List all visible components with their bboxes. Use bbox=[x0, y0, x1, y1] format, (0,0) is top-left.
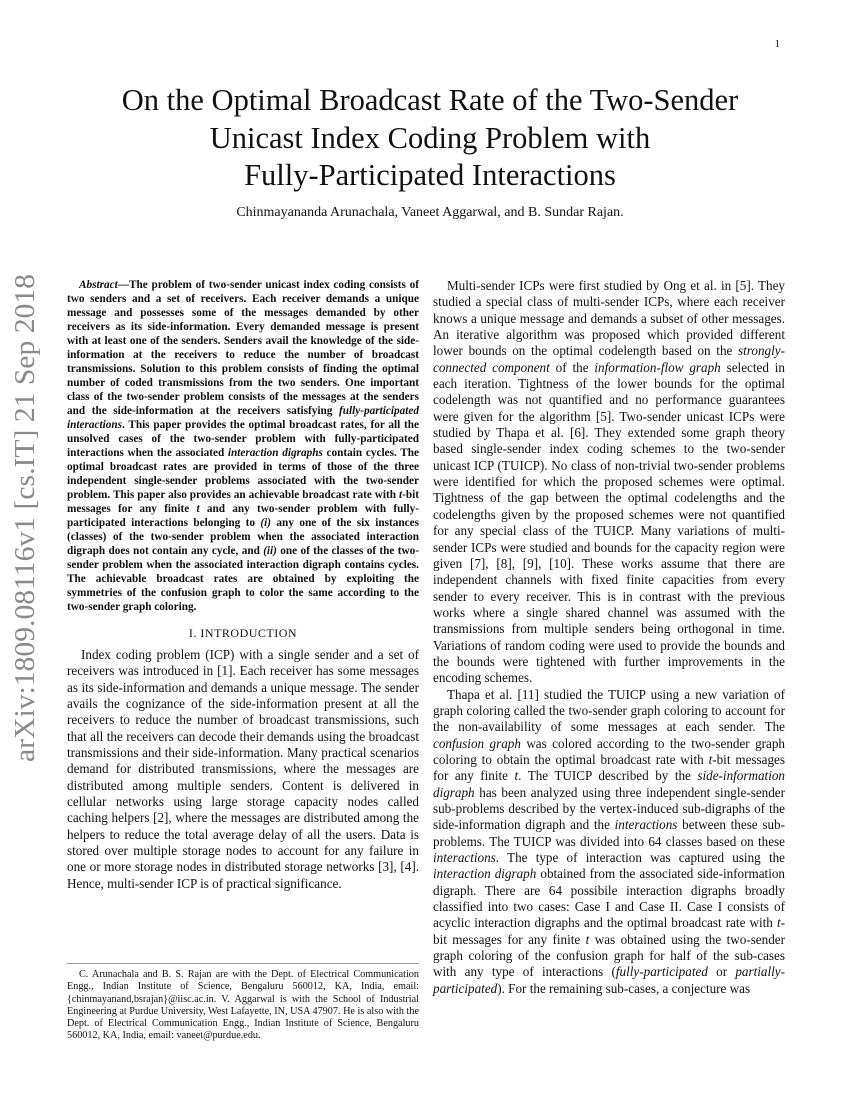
right-column bbox=[433, 278, 785, 997]
author-affiliation-footnote: C. Arunachala and B. S. Rajan are with the Dept. of Electrical Communication Engg., Indian Institute of Science, Bengaluru 560012, KA, India, email: {chinmayanand,bsrajan}@iisc.ac.in. V. Aggarwal is with the School of Industrial Engineering at Purdue University, West Lafayette, IN, USA 47907. He is also with the Dept. of Electrical Communication Engg., Indian Institute of Science, Bengaluru 560012, KA, India, email: vaneet@purdue.edu. bbox=[67, 963, 419, 1043]
abstract: Abstract—The problem of two-sender unicast index coding consists of two senders and a set of receivers. Each receiver demands a unique message and possesses some of the messages demanded by other receivers as its side-information. Every demanded message is present with at least one of the senders. Senders avail the knowledge of the side-information at the receivers to reduce the number of broadcast transmissions. Solution to this problem consists of finding the optimal number of coded transmissions from the two senders. One important class of the two-sender problem consists of the messages at the senders and the side-information at the receivers satisfying fully-participated interactions. This paper provides the optimal broadcast rates, for all the unsolved cases of the two-sender problem with fully-participated interactions when the associated interaction digraphs contain cycles. The optimal broadcast rates are provided in terms of those of the three independent single-sender problems associated with the two-sender problem. This paper also provides an achievable broadcast rate with t-bit messages for any finite t and any two-sender problem with fully-participated interactions belonging to (i) any one of the six instances (classes) of the two-sender problem when the associated interaction digraph does not contain any cycle, and (ii) one of the classes of the two-sender problem when the associated interaction digraph contains cycles. The achievable broadcast rates are obtained by exploiting the symmetries of the confusion graph to color the same according to the two-sender graph coloring. bbox=[67, 279, 420, 613]
related-work-paragraph-1: Multi-sender ICPs were first studied by Ong et al. in [5]. They studied a special class of multi-sender ICPs, where each receiver knows a unique message and demands a subset of other messages. An iterative algorithm was proposed which provided different lower bounds on the optimal codelength based on the strongly-connected component of the information-flow graph selected in each iteration. Tightness of the lower bounds for the optimal codelength was not quantified and no performance guarantees were given for the algorithm [5]. Two-sender unicast ICPs were studied by Thapa et al. [6]. They extended some graph theory based single-sender index coding schemes to the two-sender unicast ICP (TUICP). No class of non-trivial two-sender problems were identified for which the proposed schemes were optimal. Tightness of the gap between the optimal codelengths and the codelengths given by the proposed schemes were not quantified for any special class of the TUICP. Many variations of multi-sender ICPs were studied and bounds for the capacity region were given [7], [8], [9], [10]. These works assume that there are independent channels with fixed finite capacities from every sender to every receiver. This is in contrast with the previous works where a single shared channel was assumed with the transmissions from multiple senders being orthogonal in time. Variations of random coding were used to provide the bounds and the bounds were tightened with further improvements in the encoding schemes. bbox=[433, 278, 785, 686]
author-list: Chinmayananda Arunachala, Vaneet Aggarwal, and B. Sundar Rajan. bbox=[236, 205, 624, 220]
title-line-3: Fully-Participated Interactions bbox=[244, 158, 616, 192]
introduction-paragraph: Index coding problem (ICP) with a single sender and a set of receivers was introduced in [1]. Each receiver has some messages as its side-information and demands a unique message. The sender avails the cognizance of the side-information present at all the receivers to reduce the number of broadcast transmissions, such that all the receivers can decode their demands using the broadcast transmissions and their side-information. Many practical scenarios demand for distributed transmissions, where the messages are distributed among multiple senders. Content is delivered in cellular networks using large storage capacity nodes called caching helpers [2], where the messages are distributed among the helpers to reduce the total average delay of all the users. Data is stored over multiple storage nodes to account for any failure in one or more storage nodes in distributed storage networks [3], [4]. Hence, multi-sender ICP is of practical significance. bbox=[67, 647, 419, 891]
section-heading-introduction: I. INTRODUCTION bbox=[188, 626, 298, 640]
arxiv-id-text: arXiv:1809.08116v1 [cs.IT] 21 Sep 2018 bbox=[9, 284, 41, 762]
title-line-2: Unicast Index Coding Problem with bbox=[209, 120, 651, 155]
title-line-1: On the Optimal Broadcast Rate of the Two-Sender bbox=[121, 83, 739, 117]
arxiv-identifier-stamp bbox=[4, 272, 44, 762]
related-work-paragraph-2: Thapa et al. [11] studied the TUICP using a new variation of graph coloring called the two-sender graph coloring to account for the non-availability of some messages at each sender. The confusion graph was colored according to the two-sender graph coloring to obtain the optimal broadcast rate with t-bit messages for any finite t. The TUICP described by the side-information digraph has been analyzed using three independent single-sender sub-problems described by the vertex-induced sub-digraphs of the side-information digraph and the interactions between these sub-problems. The TUICP was divided into 64 classes based on these interactions. The type of interaction was captured using the interaction digraph obtained from the associated side-information digraph. There are 64 possibile interaction digraphs broadly classified into two cases: Case I and Case II. Case I consists of acyclic interaction digraphs and the optimal broadcast rate with t-bit messages for any finite t was obtained using the two-sender graph coloring of the confusion graph for half of the sub-cases with any type of interactions (fully-participated or partially-participated). For the remaining sub-cases, a conjecture was bbox=[433, 686, 785, 996]
paper-title bbox=[60, 82, 800, 195]
abstract-label: Abstract bbox=[79, 279, 118, 291]
left-column bbox=[67, 278, 419, 892]
page-number: 1 bbox=[774, 38, 780, 50]
